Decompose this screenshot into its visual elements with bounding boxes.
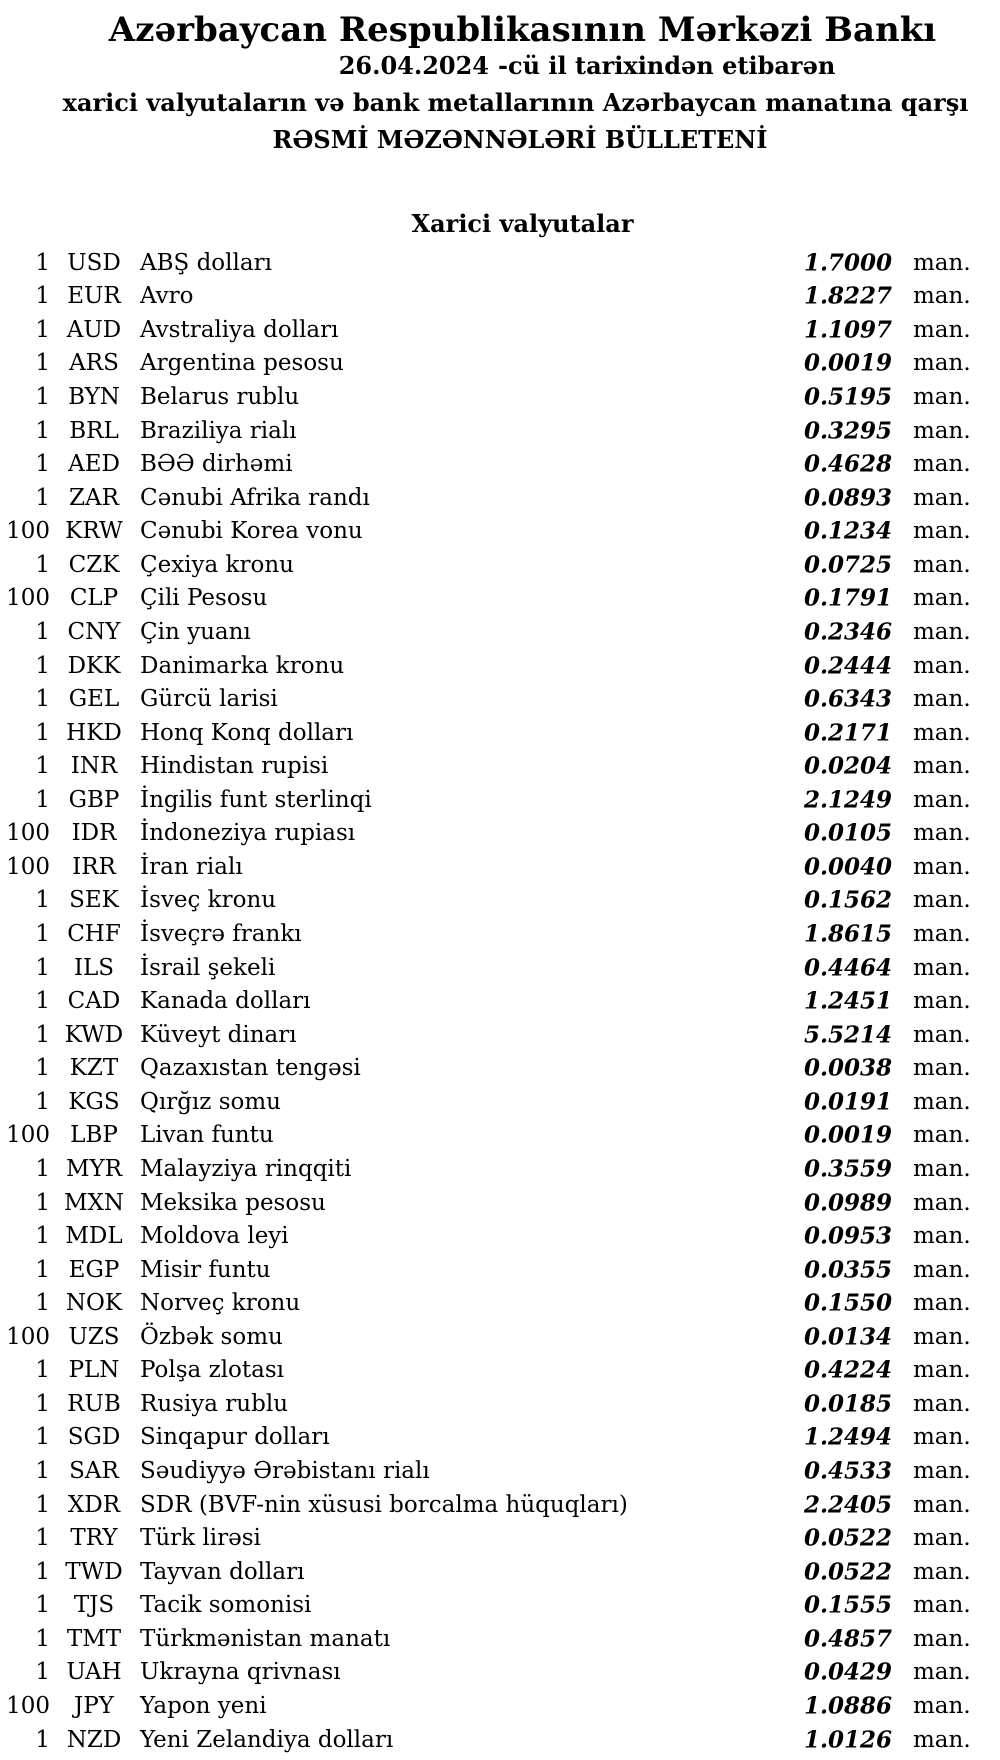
- rate-value: 1.0886: [803, 1692, 892, 1720]
- currency-code: USD: [67, 249, 121, 276]
- unit-label: man.: [913, 686, 971, 713]
- rate-value: 0.1555: [803, 1591, 892, 1619]
- currency-name: Qazaxıstan tengəsi: [140, 1055, 361, 1082]
- currency-name: BƏƏ dirhəmi: [140, 451, 293, 478]
- rate-value: 0.3559: [803, 1155, 892, 1183]
- currency-code: AED: [68, 451, 120, 478]
- nominal-value: 1: [35, 618, 50, 645]
- rate-value: 0.0038: [803, 1054, 892, 1082]
- unit-label: man.: [913, 1189, 971, 1216]
- rate-value: 2.2405: [803, 1491, 892, 1519]
- rate-row: [0, 917, 1000, 951]
- nominal-value: 1: [35, 1659, 50, 1686]
- nominal-value: 1: [35, 652, 50, 679]
- unit-label: man.: [913, 1592, 971, 1619]
- currency-code: SEK: [69, 887, 119, 914]
- currency-name: Səudiyyə Ərəbistanı rialı: [140, 1458, 430, 1485]
- currency-name: İngilis funt sterlinqi: [140, 786, 372, 813]
- currency-name: Norveç kronu: [140, 1290, 301, 1317]
- rate-value: 0.0725: [803, 551, 892, 579]
- rate-value: 0.4224: [803, 1356, 892, 1384]
- unit-label: man.: [913, 1625, 971, 1652]
- unit-label: man.: [913, 1357, 971, 1384]
- nominal-value: 100: [6, 853, 50, 880]
- currency-name: Belarus rublu: [140, 384, 300, 411]
- rate-row: [0, 1186, 1000, 1220]
- unit-label: man.: [913, 1088, 971, 1115]
- currency-name: İndoneziya rupiası: [140, 820, 356, 847]
- unit-label: man.: [913, 1223, 971, 1250]
- unit-label: man.: [913, 1155, 971, 1182]
- page-title: Azərbaycan Respublikasının Mərkəzi Bankı: [108, 10, 937, 50]
- unit-label: man.: [913, 1726, 971, 1753]
- rate-value: 0.4533: [803, 1457, 892, 1485]
- currency-code: TWD: [65, 1558, 123, 1585]
- rate-value: 0.0953: [803, 1222, 892, 1250]
- rate-row: [0, 1219, 1000, 1253]
- unit-label: man.: [913, 1256, 971, 1283]
- currency-code: XDR: [67, 1491, 121, 1518]
- rate-row: [0, 515, 1000, 549]
- rate-row: [0, 1656, 1000, 1690]
- currency-code: GBP: [68, 786, 120, 813]
- unit-label: man.: [913, 1424, 971, 1451]
- currency-name: Tayvan dolları: [140, 1558, 305, 1585]
- rate-value: 0.0429: [803, 1658, 892, 1686]
- unit-label: man.: [913, 820, 971, 847]
- nominal-value: 1: [35, 316, 50, 343]
- nominal-value: 1: [35, 551, 50, 578]
- currency-name: Kanada dolları: [140, 988, 311, 1015]
- currency-name: Çexiya kronu: [140, 551, 294, 578]
- currency-name: Livan funtu: [140, 1122, 274, 1149]
- rate-value: 0.0191: [803, 1088, 892, 1116]
- rate-row: [0, 682, 1000, 716]
- currency-name: Türk lirəsi: [140, 1525, 261, 1552]
- currency-code: JPY: [74, 1692, 114, 1719]
- unit-label: man.: [913, 1323, 971, 1350]
- unit-label: man.: [913, 551, 971, 578]
- rate-value: 0.6343: [803, 685, 892, 713]
- unit-label: man.: [913, 249, 971, 276]
- nominal-value: 1: [35, 1055, 50, 1082]
- nominal-value: 100: [6, 518, 50, 545]
- rate-row: [0, 1354, 1000, 1388]
- currency-code: IDR: [71, 820, 117, 847]
- currency-code: KGS: [68, 1088, 120, 1115]
- nominal-value: 1: [35, 417, 50, 444]
- effective-date-suffix: -cü il tarixindən etibarən: [498, 51, 836, 80]
- unit-label: man.: [913, 921, 971, 948]
- currency-code: TMT: [66, 1625, 122, 1652]
- rate-value: 0.0522: [803, 1524, 892, 1552]
- rate-value: 5.5214: [803, 1021, 892, 1049]
- rate-value: 0.4628: [803, 450, 892, 478]
- currency-code: MDL: [65, 1223, 123, 1250]
- nominal-value: 1: [35, 719, 50, 746]
- currency-code: KZT: [69, 1055, 119, 1082]
- effective-date-line: [174, 53, 1000, 79]
- unit-label: man.: [913, 652, 971, 679]
- currency-code: SAR: [69, 1458, 119, 1485]
- nominal-value: 1: [35, 1458, 50, 1485]
- rate-row: [0, 1387, 1000, 1421]
- currency-code: NOK: [65, 1290, 123, 1317]
- nominal-value: 1: [35, 1424, 50, 1451]
- currency-name: Meksika pesosu: [140, 1189, 326, 1216]
- unit-label: man.: [913, 484, 971, 511]
- unit-label: man.: [913, 1458, 971, 1485]
- currency-code: LBP: [70, 1122, 118, 1149]
- currency-code: UAH: [66, 1659, 122, 1686]
- currency-code: ARS: [69, 350, 119, 377]
- rate-row: [0, 1052, 1000, 1086]
- rate-row: [0, 380, 1000, 414]
- unit-label: man.: [913, 1390, 971, 1417]
- rate-value: 0.2346: [803, 618, 892, 646]
- rate-value: 1.8227: [803, 282, 892, 310]
- rate-row: [0, 414, 1000, 448]
- rate-row: [0, 850, 1000, 884]
- unit-label: man.: [913, 719, 971, 746]
- unit-label: man.: [913, 1491, 971, 1518]
- rate-value: 0.5195: [803, 383, 892, 411]
- rate-row: [0, 347, 1000, 381]
- unit-label: man.: [913, 786, 971, 813]
- currency-name: Yapon yeni: [140, 1692, 267, 1719]
- nominal-value: 100: [6, 585, 50, 612]
- unit-label: man.: [913, 316, 971, 343]
- rate-value: 1.7000: [803, 249, 892, 277]
- unit-label: man.: [913, 384, 971, 411]
- currency-name: Türkmənistan manatı: [140, 1625, 391, 1652]
- rate-value: 0.2171: [803, 719, 892, 747]
- rate-value: 0.0019: [803, 349, 892, 377]
- rate-row: [0, 1253, 1000, 1287]
- rate-value: 0.0893: [803, 484, 892, 512]
- nominal-value: 1: [35, 1021, 50, 1048]
- unit-label: man.: [913, 283, 971, 310]
- unit-label: man.: [913, 1692, 971, 1719]
- rate-value: 0.1562: [803, 886, 892, 914]
- bulletin-title: RƏSMİ MƏZƏNNƏLƏRİ BÜLLETENİ: [272, 125, 768, 154]
- unit-label: man.: [913, 1290, 971, 1317]
- rate-row: [0, 749, 1000, 783]
- currency-code: CLP: [69, 585, 119, 612]
- currency-code: RUB: [67, 1390, 121, 1417]
- rate-row: [0, 1622, 1000, 1656]
- rate-value: 0.0522: [803, 1558, 892, 1586]
- nominal-value: 100: [6, 1122, 50, 1149]
- nominal-value: 1: [35, 249, 50, 276]
- currency-code: KWD: [64, 1021, 124, 1048]
- unit-label: man.: [913, 753, 971, 780]
- unit-label: man.: [913, 618, 971, 645]
- nominal-value: 1: [35, 484, 50, 511]
- rate-value: 1.2494: [803, 1423, 892, 1451]
- nominal-value: 1: [35, 350, 50, 377]
- rate-row: [0, 615, 1000, 649]
- unit-label: man.: [913, 417, 971, 444]
- rate-row: [0, 1286, 1000, 1320]
- currency-name: Ukrayna qrivnası: [140, 1659, 341, 1686]
- currency-code: MXN: [63, 1189, 125, 1216]
- currency-code: CZK: [68, 551, 120, 578]
- rate-value: 0.0204: [803, 752, 892, 780]
- nominal-value: 1: [35, 1592, 50, 1619]
- rate-row: [0, 246, 1000, 280]
- nominal-value: 1: [35, 921, 50, 948]
- currency-code: BYN: [68, 384, 120, 411]
- nominal-value: 1: [35, 1155, 50, 1182]
- effective-date: 26.04.2024: [338, 51, 490, 80]
- rate-value: 0.4464: [803, 954, 892, 982]
- nominal-value: 1: [35, 1491, 50, 1518]
- rate-value: 1.2451: [803, 987, 892, 1015]
- currency-code: PLN: [68, 1357, 120, 1384]
- currency-code: KRW: [65, 518, 123, 545]
- unit-label: man.: [913, 585, 971, 612]
- currency-name: Braziliya rialı: [140, 417, 297, 444]
- currency-name: Hindistan rupisi: [140, 753, 329, 780]
- rate-row: [0, 481, 1000, 515]
- currency-name: Qırğız somu: [140, 1088, 281, 1115]
- unit-label: man.: [913, 1021, 971, 1048]
- rate-value: 1.0126: [803, 1726, 892, 1754]
- currency-name: İsrail şekeli: [140, 954, 276, 981]
- unit-label: man.: [913, 988, 971, 1015]
- currency-code: BRL: [69, 417, 119, 444]
- rate-value: 0.0355: [803, 1256, 892, 1284]
- currency-code: HKD: [66, 719, 122, 746]
- rate-value: 0.0019: [803, 1121, 892, 1149]
- page-subtitle: xarici valyutaların və bank metallarının Azərbaycan manatına qarşı: [62, 88, 969, 117]
- currency-code: AUD: [66, 316, 122, 343]
- rate-value: 1.1097: [803, 316, 892, 344]
- unit-label: man.: [913, 451, 971, 478]
- currency-name: Moldova leyi: [140, 1223, 289, 1250]
- currency-code: CAD: [67, 988, 121, 1015]
- currency-name: Yeni Zelandiya dolları: [140, 1726, 394, 1753]
- rate-value: 0.1550: [803, 1289, 892, 1317]
- rate-value: 0.4857: [803, 1625, 892, 1653]
- currency-name: İsveçrə frankı: [140, 921, 302, 948]
- currency-name: Sinqapur dolları: [140, 1424, 330, 1451]
- nominal-value: 1: [35, 1558, 50, 1585]
- unit-label: man.: [913, 1558, 971, 1585]
- nominal-value: 1: [35, 1525, 50, 1552]
- rate-value: 1.8615: [803, 920, 892, 948]
- currency-name: Avro: [140, 283, 194, 310]
- rate-row: [0, 313, 1000, 347]
- unit-label: man.: [913, 1525, 971, 1552]
- currency-name: ABŞ dolları: [140, 249, 272, 276]
- rate-value: 0.0040: [803, 853, 892, 881]
- currency-code: EGP: [68, 1256, 120, 1283]
- nominal-value: 100: [6, 820, 50, 847]
- currency-code: ZAR: [69, 484, 119, 511]
- nominal-value: 100: [6, 1692, 50, 1719]
- currency-name: Honq Konq dolları: [140, 719, 354, 746]
- rate-value: 2.1249: [803, 786, 892, 814]
- unit-label: man.: [913, 954, 971, 981]
- nominal-value: 1: [35, 1357, 50, 1384]
- nominal-value: 1: [35, 283, 50, 310]
- currency-code: SGD: [67, 1424, 121, 1451]
- unit-label: man.: [913, 518, 971, 545]
- currency-name: Polşa zlotası: [140, 1357, 285, 1384]
- currency-code: MYR: [65, 1155, 123, 1182]
- currency-code: GEL: [68, 686, 120, 713]
- nominal-value: 1: [35, 786, 50, 813]
- rate-row: [0, 649, 1000, 683]
- rate-value: 0.3295: [803, 417, 892, 445]
- currency-code: ILS: [73, 954, 115, 981]
- rate-row: [0, 1119, 1000, 1153]
- rate-row: [0, 783, 1000, 817]
- nominal-value: 1: [35, 1256, 50, 1283]
- currency-name: İsveç kronu: [140, 887, 277, 914]
- currency-code: NZD: [66, 1726, 122, 1753]
- currency-name: SDR (BVF-nin xüsusi borcalma hüquqları): [140, 1491, 628, 1518]
- rate-row: [0, 1521, 1000, 1555]
- nominal-value: 1: [35, 988, 50, 1015]
- currency-name: Cənubi Afrika randı: [140, 484, 370, 511]
- rate-row: [0, 817, 1000, 851]
- currency-name: Misir funtu: [140, 1256, 271, 1283]
- nominal-value: 1: [35, 887, 50, 914]
- rate-row: [0, 716, 1000, 750]
- rate-row: [0, 447, 1000, 481]
- nominal-value: 1: [35, 753, 50, 780]
- nominal-value: 1: [35, 1223, 50, 1250]
- rate-row: [0, 1421, 1000, 1455]
- rate-row: [0, 1320, 1000, 1354]
- nominal-value: 1: [35, 1390, 50, 1417]
- currency-name: Avstraliya dolları: [140, 316, 339, 343]
- unit-label: man.: [913, 887, 971, 914]
- rate-value: 0.2444: [803, 652, 892, 680]
- rate-value: 0.1791: [803, 584, 892, 612]
- currency-name: Argentina pesosu: [140, 350, 344, 377]
- unit-label: man.: [913, 1122, 971, 1149]
- rate-row: [0, 548, 1000, 582]
- nominal-value: 100: [6, 1323, 50, 1350]
- rate-row: [0, 280, 1000, 314]
- currency-name: Danimarka kronu: [140, 652, 345, 679]
- nominal-value: 1: [35, 1625, 50, 1652]
- rate-row: [0, 1152, 1000, 1186]
- currency-code: IRR: [72, 853, 116, 880]
- currency-name: Malayziya rinqqiti: [140, 1155, 352, 1182]
- currency-name: Rusiya rublu: [140, 1390, 289, 1417]
- currency-code: INR: [70, 753, 118, 780]
- rate-row: [0, 1018, 1000, 1052]
- nominal-value: 1: [35, 1726, 50, 1753]
- rate-row: [0, 1689, 1000, 1723]
- currency-code: EUR: [67, 283, 121, 310]
- rate-value: 0.1234: [803, 517, 892, 545]
- rate-row: [0, 951, 1000, 985]
- rate-row: [0, 1488, 1000, 1522]
- nominal-value: 1: [35, 954, 50, 981]
- unit-label: man.: [913, 853, 971, 880]
- currency-code: UZS: [68, 1323, 120, 1350]
- nominal-value: 1: [35, 1290, 50, 1317]
- unit-label: man.: [913, 350, 971, 377]
- rate-value: 0.0105: [803, 819, 892, 847]
- rate-row: [0, 1454, 1000, 1488]
- currency-name: Çili Pesosu: [140, 585, 268, 612]
- currency-name: Küveyt dinarı: [140, 1021, 297, 1048]
- rate-value: 0.0134: [803, 1323, 892, 1351]
- currency-code: TRY: [70, 1525, 118, 1552]
- rate-value: 0.0989: [803, 1189, 892, 1217]
- currency-code: DKK: [67, 652, 121, 679]
- nominal-value: 1: [35, 1088, 50, 1115]
- currency-name: Tacik somonisi: [140, 1592, 312, 1619]
- currency-name: Çin yuanı: [140, 618, 251, 645]
- currency-name: Özbək somu: [140, 1323, 283, 1350]
- rates-table: [0, 246, 1000, 1756]
- section-title-foreign-currencies: Xarici valyutalar: [411, 209, 634, 238]
- rate-row: [0, 1085, 1000, 1119]
- rate-value: 0.0185: [803, 1390, 892, 1418]
- rate-row: [0, 984, 1000, 1018]
- unit-label: man.: [913, 1055, 971, 1082]
- unit-label: man.: [913, 1659, 971, 1686]
- nominal-value: 1: [35, 686, 50, 713]
- currency-code: TJS: [73, 1592, 115, 1619]
- nominal-value: 1: [35, 384, 50, 411]
- currency-code: CHF: [67, 921, 121, 948]
- currency-code: CNY: [67, 618, 121, 645]
- currency-name: Gürcü larisi: [140, 686, 278, 713]
- rate-row: [0, 582, 1000, 616]
- currency-name: İran rialı: [140, 853, 243, 880]
- rate-row: [0, 1589, 1000, 1623]
- nominal-value: 1: [35, 1189, 50, 1216]
- nominal-value: 1: [35, 451, 50, 478]
- rate-row: [0, 1723, 1000, 1757]
- rate-row: [0, 884, 1000, 918]
- currency-name: Cənubi Korea vonu: [140, 518, 363, 545]
- rate-row: [0, 1555, 1000, 1589]
